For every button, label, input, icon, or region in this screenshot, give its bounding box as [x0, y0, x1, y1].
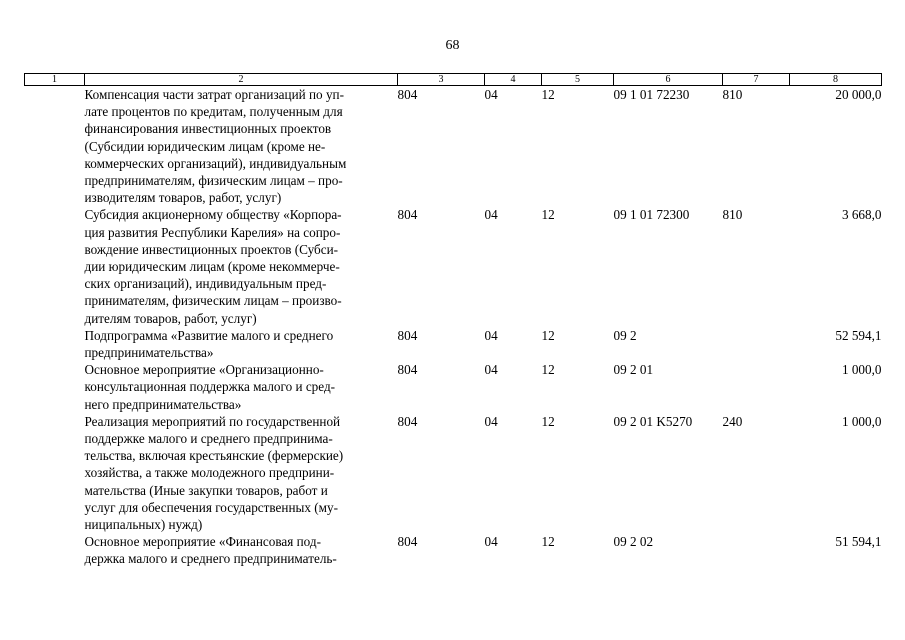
page-number: 68	[445, 38, 460, 53]
item-name-line: Основное мероприятие «Организационно-	[84, 362, 324, 378]
column-number-header-row	[25, 74, 882, 86]
item-name-line: услуг для обеспечения государственных (му-	[84, 499, 338, 515]
ministry-code-cell: 804	[397, 534, 418, 550]
target-item-code-cell: 09 1 01 72230	[613, 87, 690, 102]
subsection-code-cell: 12	[541, 327, 555, 343]
expense-type-code-cell: 240	[722, 413, 743, 429]
subsection-code-cell: 12	[541, 413, 555, 429]
item-name-line: хозяйства, а также молодежного предприни-	[84, 465, 335, 481]
item-name-line: (Субсидии юридическим лицам (кроме не-	[84, 138, 326, 154]
empty-cell	[25, 361, 85, 413]
ministry-code-cell: 804	[397, 362, 418, 378]
column-header-1: 1	[25, 74, 85, 86]
item-name-line: изводителям товаров, работ, услуг)	[84, 190, 282, 206]
column-header-7: 7	[723, 74, 790, 86]
table-row	[25, 533, 882, 567]
column-header-2: 2	[85, 74, 398, 86]
amount-cell: 1 000,0	[841, 362, 882, 378]
expense-type-code-cell: 810	[722, 87, 743, 102]
amount-cell: 1 000,0	[841, 413, 882, 429]
empty-cell	[25, 206, 85, 326]
item-name-line: держка малого и среднего предприниматель-	[84, 551, 337, 567]
column-header-3: 3	[398, 74, 485, 86]
item-name-line: ниципальных) нужд)	[84, 517, 203, 533]
table-row	[25, 413, 882, 533]
table-row	[25, 327, 882, 361]
expense-type-code-cell	[723, 361, 790, 413]
item-name-line: Основное мероприятие «Финансовая под-	[84, 534, 321, 550]
item-name-line: дии юридическим лицам (кроме некоммерче-	[84, 259, 340, 275]
section-code-cell: 04	[484, 87, 498, 102]
item-name-line: Компенсация части затрат организаций по уп-	[84, 87, 344, 102]
table-row	[25, 361, 882, 413]
empty-cell	[25, 86, 85, 207]
column-header-6: 6	[614, 74, 723, 86]
budget-table	[24, 73, 882, 568]
item-name-line: коммерческих организаций), индивидуальным	[84, 155, 347, 171]
item-name-line: поддержке малого и среднего предпринима-	[84, 431, 333, 447]
ministry-code-cell: 804	[397, 87, 418, 102]
subsection-code-cell: 12	[541, 534, 555, 550]
table-row	[25, 86, 882, 207]
column-header-5: 5	[542, 74, 614, 86]
item-name-cell	[85, 533, 398, 567]
item-name-line: дителям товаров, работ, услуг)	[84, 310, 257, 326]
ministry-code-cell: 804	[397, 413, 418, 429]
item-name-cell	[85, 86, 398, 207]
item-name-cell	[85, 361, 398, 413]
amount-cell: 51 594,1	[835, 534, 882, 550]
item-name-line: ция развития Республики Карелия» на сопро-	[84, 224, 341, 240]
amount-cell: 20 000,0	[835, 87, 882, 102]
empty-cell	[25, 413, 85, 533]
target-item-code-cell: 09 2	[613, 327, 637, 343]
item-name-line: тельства, включая крестьянские (фермерские)	[84, 448, 344, 464]
item-name-line: принимателям, физическим лицам – произво-	[84, 293, 342, 309]
subsection-code-cell: 12	[541, 362, 555, 378]
amount-cell: 52 594,1	[835, 327, 882, 343]
target-item-code-cell: 09 2 01	[613, 362, 654, 378]
item-name-line: Субсидия акционерному обществу «Корпора-	[84, 207, 342, 223]
column-header-4: 4	[485, 74, 542, 86]
table-body	[25, 86, 882, 568]
section-code-cell: 04	[484, 362, 498, 378]
item-name-line: финансирования инвестиционных проектов	[84, 121, 332, 137]
target-item-code-cell: 09 2 01 K5270	[613, 413, 693, 429]
subsection-code-cell: 12	[541, 87, 555, 102]
item-name-line: предпринимателям, физическим лицам – про-	[84, 173, 343, 189]
item-name-line: консультационная поддержка малого и сред-	[84, 379, 336, 395]
expense-type-code-cell	[723, 327, 790, 361]
item-name-line: него предпринимательства»	[84, 396, 242, 412]
section-code-cell: 04	[484, 534, 498, 550]
column-header-8: 8	[790, 74, 882, 86]
item-name-line: лате процентов по кредитам, полученным для	[84, 104, 343, 120]
item-name-line: Реализация мероприятий по государственной	[84, 413, 341, 429]
target-item-code-cell: 09 2 02	[613, 534, 654, 550]
subsection-code-cell: 12	[541, 207, 555, 223]
amount-cell: 3 668,0	[841, 207, 882, 223]
section-code-cell: 04	[484, 207, 498, 223]
item-name-cell	[85, 413, 398, 533]
ministry-code-cell: 804	[397, 327, 418, 343]
item-name-line: предпринимательства»	[84, 345, 214, 361]
item-name-line: вождение инвестиционных проектов (Субси-	[84, 241, 339, 257]
item-name-cell	[85, 206, 398, 326]
item-name-line: ских организаций), индивидуальным пред-	[84, 276, 327, 292]
expense-type-code-cell	[723, 533, 790, 567]
expense-type-code-cell: 810	[722, 207, 743, 223]
ministry-code-cell: 804	[397, 207, 418, 223]
target-item-code-cell: 09 1 01 72300	[613, 207, 690, 223]
item-name-line: мательства (Иные закупки товаров, работ и	[84, 482, 328, 498]
section-code-cell: 04	[484, 327, 498, 343]
item-name-line: Подпрограмма «Развитие малого и среднего	[84, 327, 334, 343]
table-row	[25, 206, 882, 326]
section-code-cell: 04	[484, 413, 498, 429]
empty-cell	[25, 327, 85, 361]
item-name-cell	[85, 327, 398, 361]
empty-cell	[25, 533, 85, 567]
